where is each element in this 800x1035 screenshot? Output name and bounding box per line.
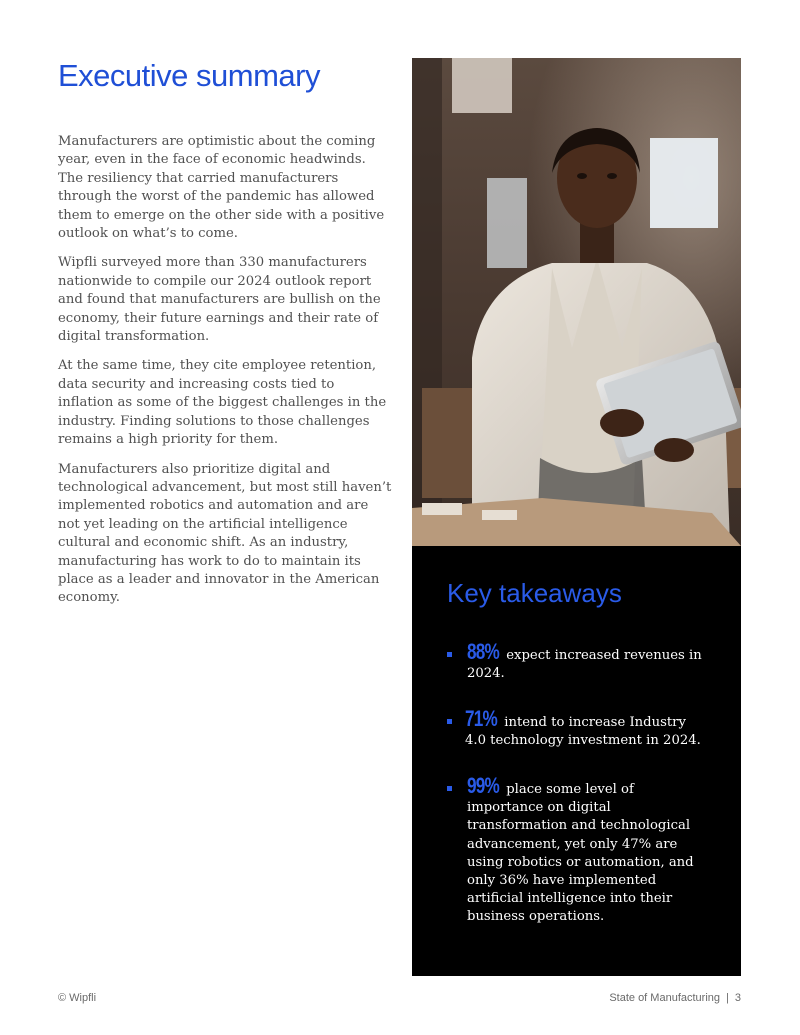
bullet-square-icon [447, 652, 452, 657]
bullet-square-icon [447, 719, 452, 724]
key-takeaways-panel [412, 546, 741, 976]
footer-copyright: © Wipfli [58, 992, 97, 1004]
takeaway-text [467, 773, 707, 927]
takeaway-stat: 71% [465, 706, 498, 731]
footer-report-name: State of Manufacturing [609, 992, 721, 1004]
body-paragraph: Manufacturers are optimistic about the coming year, even in the face of economic headwinds. The resiliency that carried manufacturers through the worst of the pandemic has allowed them to emerge on the other side with a positive outlook on what’s to come. [58, 134, 385, 242]
hero-photo [412, 58, 741, 546]
page-title: Executive summary [58, 58, 320, 93]
takeaway-stat: 99% [467, 773, 500, 798]
page-number: 3 [734, 992, 741, 1004]
takeaway-description: place some level of importance on digital transformation and technological advancement, yet only 47% are using robotics or automation, and only 36% have implemented artificial intelligence into their business operations. [467, 782, 694, 925]
executive-summary-body [58, 133, 393, 619]
bullet-square-icon [447, 786, 452, 791]
takeaway-text [465, 706, 705, 750]
takeaway-stat: 88% [467, 639, 500, 664]
body-paragraph: Manufacturers also prioritize digital and technological advancement, but most still haven’t implemented robotics and automation and are not yet leading on the artificial intelligence cultural and economic shift. As an industry, manufacturing has work to do to maintain its place as a leader and innovator in the American economy. [58, 461, 392, 606]
takeaway-description: expect increased revenues in 2024. [467, 648, 702, 682]
body-paragraph: Wipfli surveyed more than 330 manufacturers nationwide to compile our 2024 outlook report and found that manufacturers are bullish on the economy, their future earnings and their rate of digital transformation. [58, 255, 381, 345]
takeaway-text [467, 639, 707, 683]
footer-page-info [609, 992, 741, 1004]
footer-separator: | [726, 992, 729, 1004]
body-paragraph: At the same time, they cite employee retention, data security and increasing costs tied to inflation as some of the biggest challenges in the industry. Finding solutions to those challenges remains a high priority for them. [58, 358, 387, 448]
key-takeaways-title: Key takeaways [447, 578, 622, 608]
takeaway-description: intend to increase Industry 4.0 technology investment in 2024. [465, 715, 701, 749]
